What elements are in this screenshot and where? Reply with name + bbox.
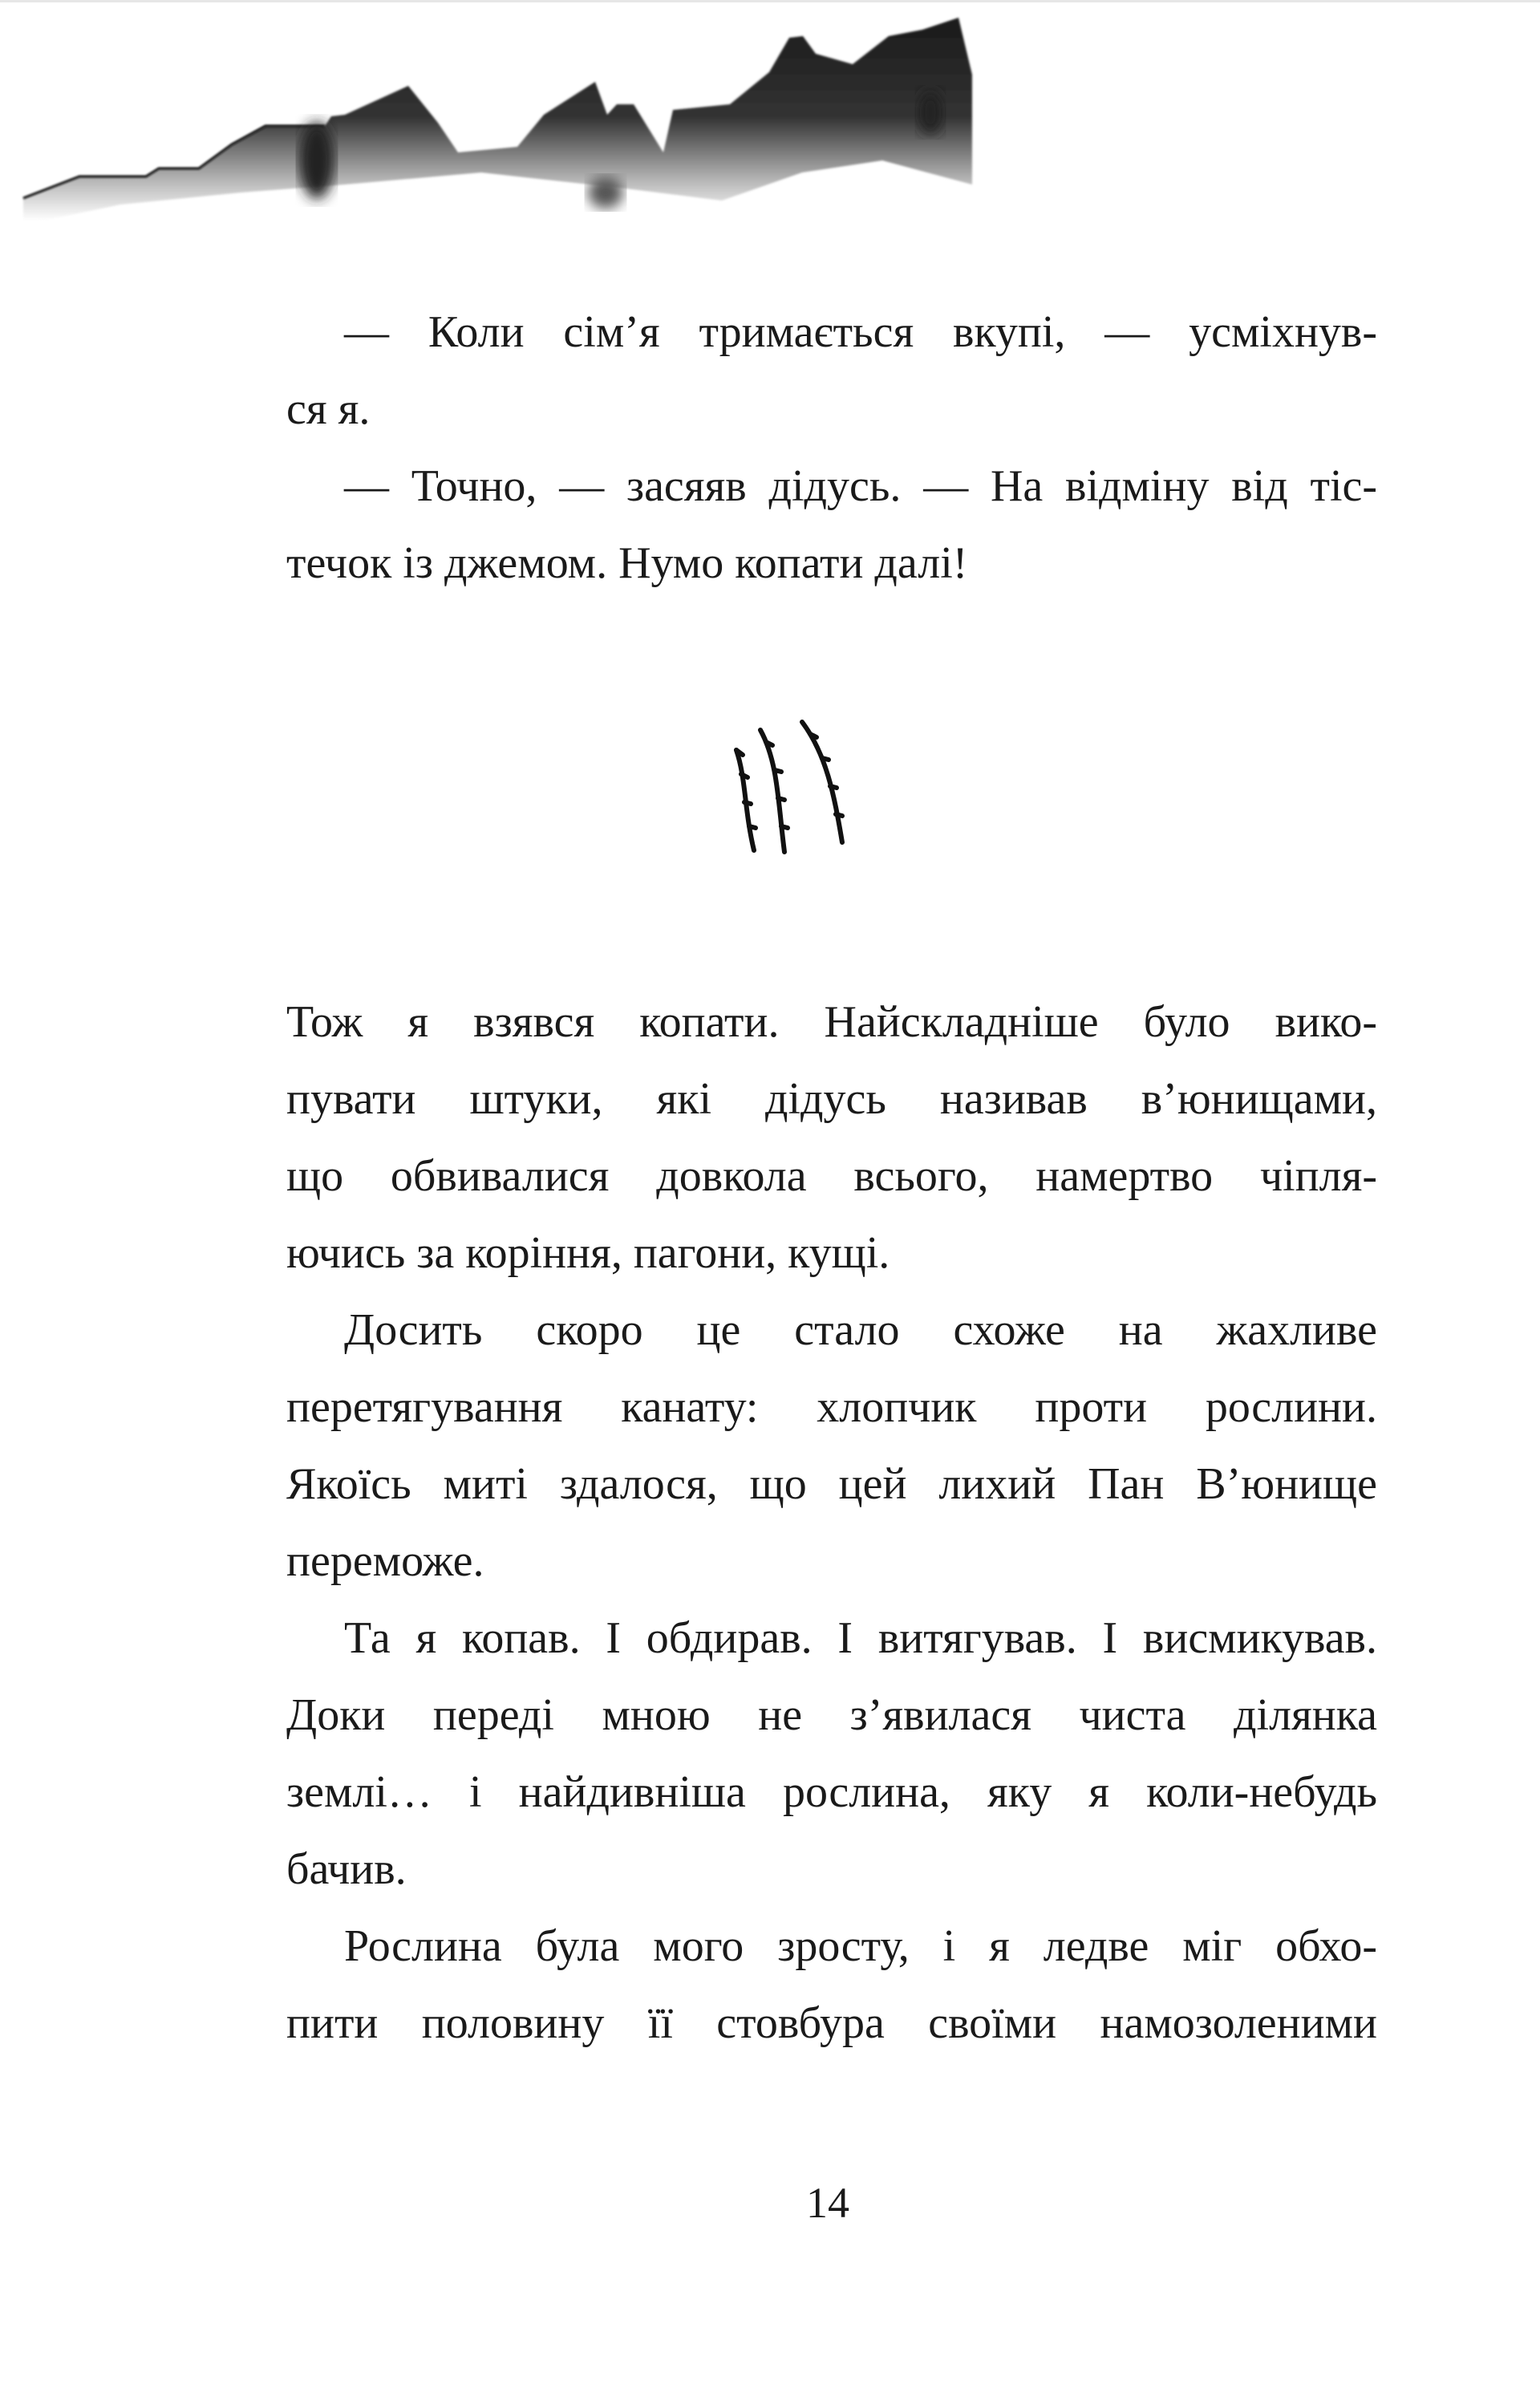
text-line: пувати штуки, які дідусь називав в’юнищами,: [286, 1074, 1377, 1124]
text-line: — Точно, — засяяв дідусь. — На відміну від тіс-: [344, 461, 1377, 511]
text-line: переможе.: [286, 1536, 484, 1586]
text-line: Та я копав. І обдирав. І витягував. І висмикував.: [344, 1613, 1377, 1663]
page-number: 14: [806, 2179, 849, 2227]
text-line: Якоїсь миті здалося, що цей лихий Пан В’юнище: [286, 1459, 1377, 1509]
mountain-illustration: [0, 0, 1043, 241]
text-line: Досить скоро це стало схоже на жахливе: [344, 1305, 1377, 1355]
text-line: ся я.: [286, 384, 371, 434]
text-line: Рослина була мого зросту, і я ледве міг обхо-: [344, 1921, 1377, 1971]
text-line: Доки переді мною не з’явилася чиста ділянка: [286, 1690, 1377, 1740]
text-line: що обвивалися довкола всього, намертво чіпля-: [286, 1151, 1377, 1201]
text-line: перетягування канату: хлопчик проти рослини.: [286, 1382, 1377, 1432]
text-line: ючись за коріння, пагони, кущі.: [286, 1228, 890, 1278]
text-line: пити половину її стовбура своїми намозоленими: [286, 1998, 1377, 2048]
text-line: землі… і найдивніша рослина, яку я коли-небудь: [286, 1767, 1377, 1817]
text-line: Тож я взявся копати. Найскладніше було вико-: [286, 997, 1377, 1047]
text-line: бачив.: [286, 1844, 407, 1894]
text-line: — Коли сім’я тримається вкупі, — усміхнув-: [344, 307, 1377, 357]
claw-marks-divider-icon: [722, 714, 882, 874]
text-line: течок із джемом. Нумо копати далі!: [286, 538, 968, 588]
